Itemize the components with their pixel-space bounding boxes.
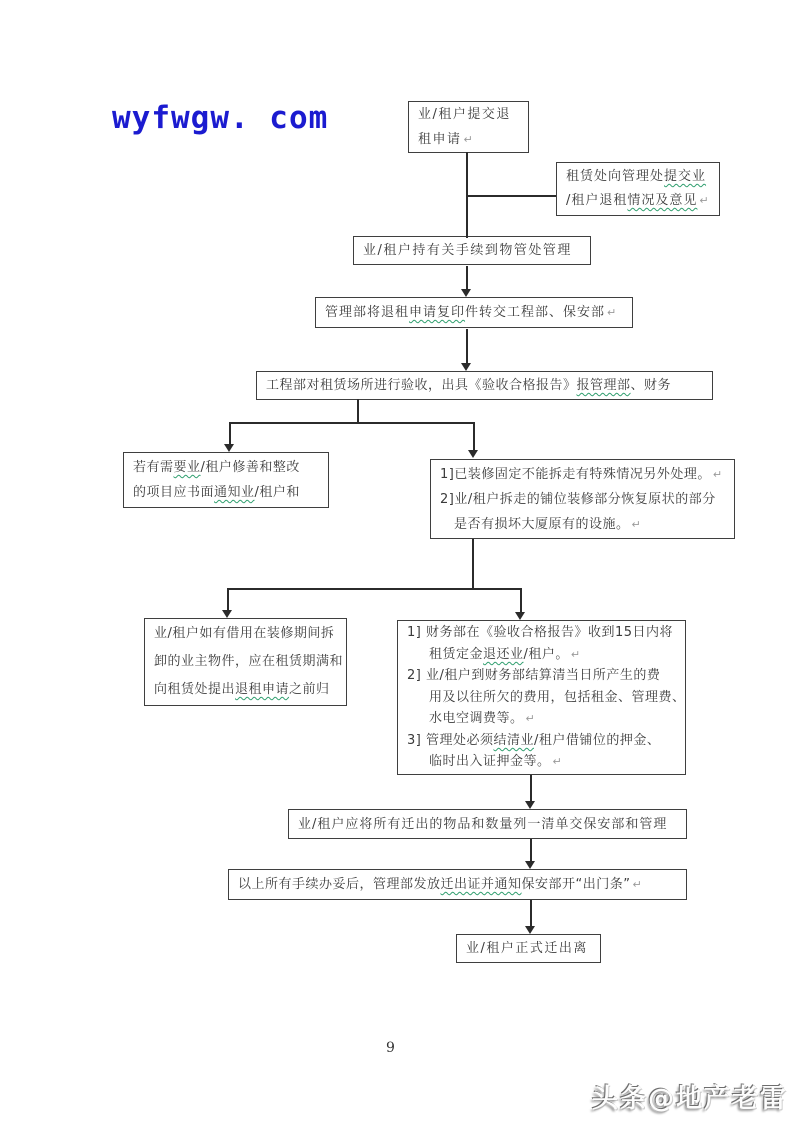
box-submit-refund-application: 业/租户提交退 租申请 ↵ xyxy=(408,101,529,153)
connector-split-b9 xyxy=(520,588,522,613)
arrow-down-icon xyxy=(525,861,535,869)
box-notify-rectification: 若有需要业/租户修善和整改 的项目应书面通知业/租户和 xyxy=(123,452,329,508)
connector-b11-b12 xyxy=(530,900,532,927)
connector-b1-b2 xyxy=(466,195,556,197)
arrow-down-icon xyxy=(525,926,535,934)
arrow-down-icon xyxy=(222,610,232,618)
connector-split-b7 xyxy=(473,422,475,451)
connector-b7-split xyxy=(472,539,474,589)
connector-b10-b11 xyxy=(530,839,532,862)
box-bring-documents: 业/租户持有关手续到物管处管理 xyxy=(353,236,591,265)
connector-b4-b5 xyxy=(466,329,468,364)
connector-b9-b10 xyxy=(530,775,532,802)
page-number: 9 xyxy=(386,1040,395,1056)
arrow-down-icon xyxy=(468,450,478,458)
arrow-down-icon xyxy=(525,801,535,809)
box-moveout-inventory-list: 业/租户应将所有迁出的物品和数量列一清单交保安部和管理 xyxy=(288,809,687,839)
box-inspection-report: 工程部对租赁场所进行验收，出具《验收合格报告》报管理部、财务 xyxy=(256,371,713,400)
arrow-down-icon xyxy=(224,444,234,452)
connector-split-b6 xyxy=(229,422,231,445)
box-leasing-office-report: 租赁处向管理处提交业 /租户退租情况及意见 ↵ xyxy=(556,162,720,216)
arrow-down-icon xyxy=(461,363,471,371)
toutiao-watermark: 头条@地产老雷 xyxy=(591,1084,788,1114)
connector-split-b8 xyxy=(227,588,229,611)
arrow-down-icon xyxy=(461,289,471,297)
connector-b5-split xyxy=(357,399,359,423)
connector-b3-b4 xyxy=(466,266,468,290)
arrow-down-icon xyxy=(515,612,525,620)
connector-split-bar-1 xyxy=(229,422,474,424)
box-official-moveout: 业/租户正式迁出离 xyxy=(456,934,601,963)
box-financial-settlement: 1] 财务部在《验收合格报告》收到15日内将 租赁定金退还业/租户。 ↵ 2] 业/租户到财务部结算清当日所产生的费 用及以往所欠的费用，包括租金、管理费、 水电空调费等。 ↵ 3] 管理处必须结清业/租户借铺位的押金、 临时出入证押金等。 ↵ xyxy=(397,620,686,775)
box-exit-pass: 以上所有手续办妥后，管理部发放迁出证并通知保安部开“出门条” ↵ xyxy=(228,869,687,900)
connector-split-bar-2 xyxy=(227,588,521,590)
box-copy-to-departments: 管理部将退租申请复印件转交工程部、保安部 ↵ xyxy=(315,297,633,328)
box-return-owner-items: 业/租户如有借用在装修期间拆 卸的业主物件，应在租赁期满和 向租赁处提出退租申请之前归 xyxy=(144,618,347,706)
box-renovation-rules: 1]已装修固定不能拆走有特殊情况另外处理。 ↵ 2]业/租户拆走的铺位装修部分恢复原状的部分 是否有损坏大厦原有的设施。 ↵ xyxy=(430,459,735,539)
site-watermark: wyfwgw. com xyxy=(112,100,329,136)
